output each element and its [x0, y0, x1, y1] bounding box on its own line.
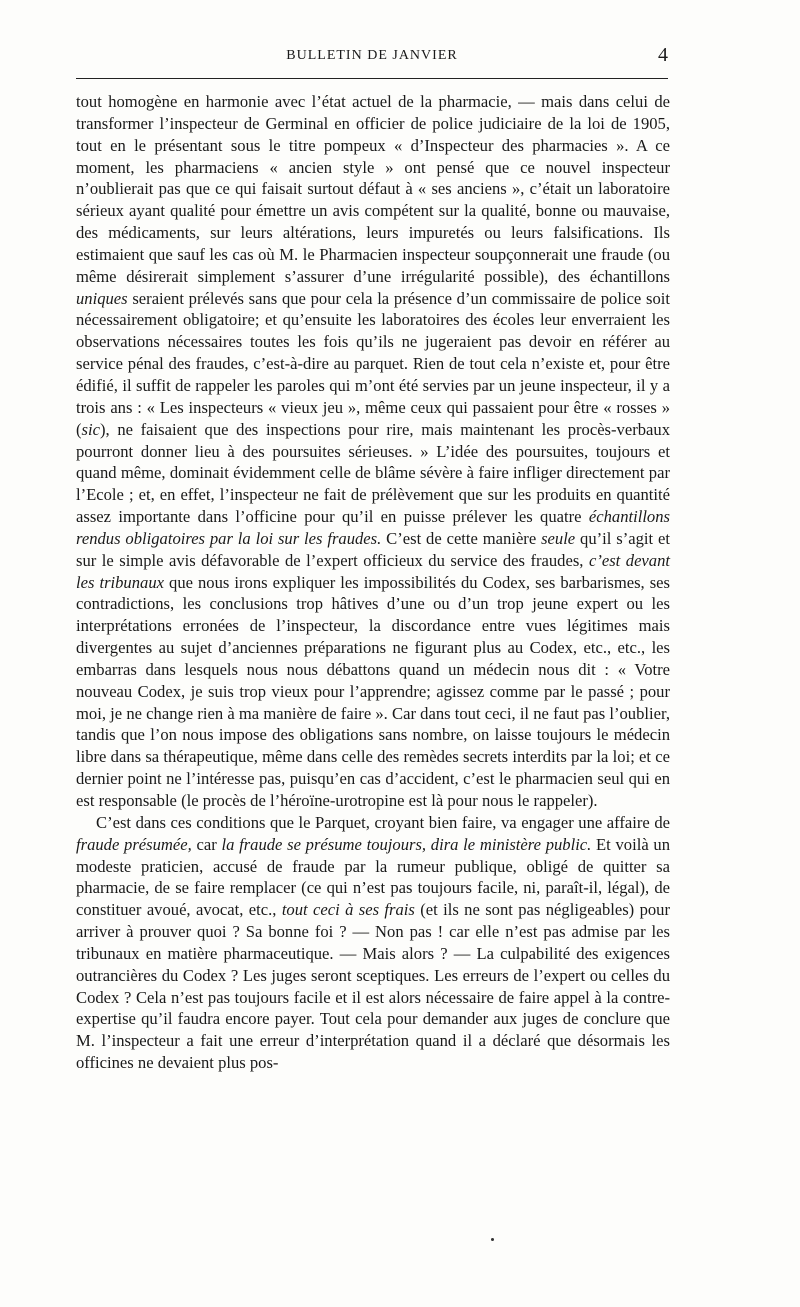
text-run: qu’il s’agit et sur le simple avis défavorable de l’expert officieux du service des fraudes, [76, 528, 670, 570]
italic-run: échantillons rendus obligatoires par la loi sur les fraudes. [76, 507, 670, 548]
paragraph-1 [76, 91, 670, 812]
italic-run: seule [541, 528, 576, 548]
text-run: C’est dans ces conditions que le Parquet, croyant bien faire, va engager une affaire de [96, 812, 670, 832]
italic-run: uniques [76, 288, 128, 308]
italic-run: c’est devant les tribunaux [76, 550, 670, 592]
italic-run: tout ceci à ses frais [281, 900, 415, 920]
text-run: (et ils ne sont pas négligeables) pour arriver à prouver quoi ? Sa bonne foi ? — Non pas ! car elle n’est pas admise par les tribunaux en matière pharmaceutique. — Mais alors ? — La culpabilité des exigences outrancières du Codex ? Les juges seront sceptiques. Les erreurs de l’expert ou celles du Codex ? Cela n’est pas toujours facile et il est alors nécessaire de faire appel à la contre-expertise qu’il faudra encore payer. Tout cela pour demander aux juges de conclure que M. l’inspecteur a fait une erreur d’interprétation quand il a déclaré que désormais les officines ne devaient plus pos- [76, 900, 671, 1073]
paragraph-2 [76, 812, 670, 1074]
body-text [76, 91, 670, 1074]
text-run: tout homogène en harmonie avec l’état actuel de la pharmacie, — mais dans celui de transformer l’inspecteur de Germinal en officier de police judiciaire de la loi de 1905, tout en le présentant sous le titre pompeux « d’Inspecteur des pharmacies ». A ce moment, les pharmaciens « ancien style » ont pensé que ce nouvel inspecteur n’oublierait pas que ce qui faisait surtout défaut à « ses anciens », c’était un laboratoire sérieux ayant qualité pour émettre un avis compétent sur la qualité, bonne ou mauvaise, des médicaments, sur leurs altérations, leurs impuretés ou leurs falsifications. Ils estimaient que sauf les cas où M. le Pharmacien inspecteur soupçonnerait une fraude (ou même désirerait simplement s’assurer d’une irrégularité possible), des échantillons [76, 92, 670, 286]
text-run: C’est de cette manière [381, 528, 542, 548]
italic-run: fraude présumée, [76, 834, 192, 854]
text-run: car [191, 834, 222, 854]
italic-run: sic [81, 419, 100, 439]
text-run: que nous irons expliquer les impossibilités du Codex, ses barbarismes, ses contradictions, les conclusions trop hâtives d’une ou d’un trop jeune expert ou les interprétations erronées de l’inspecteur, la discordance entre vues légitimes mais divergentes au sujet d’anciennes préparations ne figurant plus au Codex, etc., etc., les embarras dans lesquels nous nous débattons quand un médecin nous dit : « Votre nouveau Codex, je suis trop vieux pour l’apprendre; agissez comme par le passé ; pour moi, je ne change rien à ma manière de faire ». Car dans tout ceci, il ne faut pas l’oublier, tandis que l’on nous impose des obligations sans nombre, on laisse toujours le médecin libre dans sa thérapeutique, même dans celle des remèdes secrets interdits par la loi; et ce dernier point ne l’intéresse pas, puisqu’en cas d’accident, c’est le pharmacien seul qui en est responsable (le procès de l’héroïne-urotropine est là pour nous le rappeler). [76, 572, 671, 810]
page-number: 4 [658, 44, 668, 66]
text-run: seraient prélevés sans que pour cela la présence d’un commissaire de police soit nécessairement obligatoire; et qu’ensuite les laboratoires des écoles leur enverraient les observations nécessaires toutes les fois qu’ils ne jugeraient pas devoir en référer au service pénal des fraudes, c’est-à-dire au parquet. Rien de tout cela n’existe et, pour être édifié, il suffit de rappeler les paroles qui m’ont été servies par un jeune inspecteur, il y a trois ans : « Les inspecteurs « vieux jeu », même ceux qui passaient pour être « rosses » ( [76, 288, 670, 439]
running-head [76, 46, 668, 68]
running-title: BULLETIN DE JANVIER [286, 48, 458, 63]
text-run: ), ne faisaient que des inspections pour rire, mais maintenant les procès-verbaux pourront donner lieu à des poursuites sérieuses. » L’idée des poursuites, toujours et quand même, dominait évidemment celle de blâme sévère à faire infliger directement par l’Ecole ; et, en effet, l’inspecteur ne fait de prélèvement que sur les produits en quantité assez importante dans l’officine pour qu’il en puisse prélever les quatre [76, 419, 670, 527]
header-rule [76, 78, 668, 79]
print-speck [491, 1238, 494, 1241]
italic-run: la fraude se présume toujours, dira le ministère public. [221, 834, 592, 854]
text-run: Et voilà un modeste praticien, accusé de fraude par la rumeur publique, obligé de quitter sa pharmacie, de se faire remplacer (ce qui n’est pas toujours facile, ni, paraît-il, légal), de constituer avoué, avocat, etc., [76, 834, 670, 920]
